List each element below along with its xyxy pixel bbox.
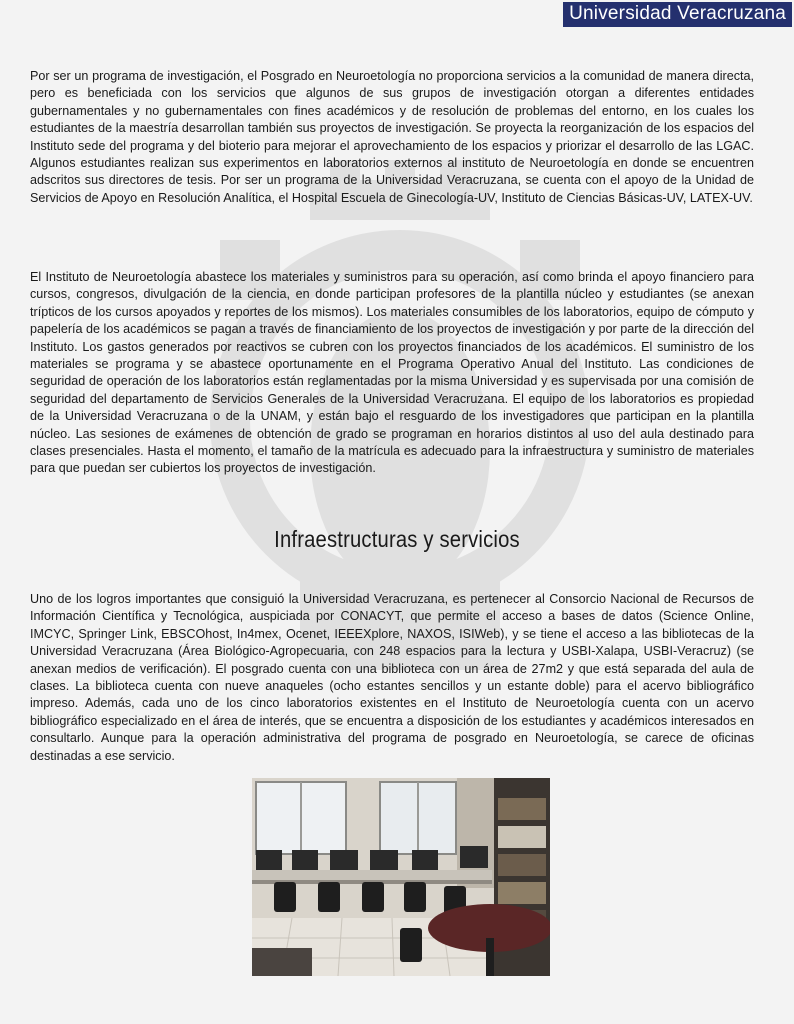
paragraph-materials-supplies: El Instituto de Neuroetología abastece los materiales y suministros para su operación, así como brinda el apoyo financiero para cursos, congresos, divulgación de la ciencia, en donde participan profesores de la plantilla núcleo y estudiantes (se anexan trípticos de los cursos apoyados y reportes de los mismos). Los materiales consumibles de los laboratorios, equipo de cómputo y papelería de los académicos se pagan a través de financiamiento de los proyectos de investigación y por parte de la dirección del Instituto. Los gastos generados por reactivos se cubren con los proyectos financiados de los académicos. El suministro de los materiales se programa y se abastece oportunamente en el Programa Operativo Anual del Instituto. Las condiciones de seguridad de operación de los laboratorios están reglamentadas por la misma Universidad y es supervisada por una comisión de seguridad del departamento de Servicios Generales de la Universidad Veracruzana. El equipo de los laboratorios es propiedad de la Universidad Veracruzana o de la UNAM, y están bajo el resguardo de los investigadores que participan en la plantilla núcleo. Las sesiones de exámenes de obtención de grado se programan en horarios distintos al uso del aula destinado para clases presenciales. Hasta el momento, el tamaño de la matrícula es adecuado para la infraestructura y suministro de materiales para que puedan ser cubiertos los proyectos de investigación. <box>30 270 754 476</box>
section-title: Infraestructuras y servicios <box>274 526 520 552</box>
library-room-photo <box>252 778 550 976</box>
paragraph-services-community: Por ser un programa de investigación, el Posgrado en Neuroetología no proporciona servicios a la comunidad de manera directa, pero es beneficiada con los servicios que algunos de sus grupos de investigación otorgan a diferentes entidades gubernamentales y no gubernamentales con fines académicos y de resolución de problemas del entorno, en los cuales los estudiantes de la maestría desarrollan también sus proyectos de investigación. Se proyecta la reorganización de los espacios del Instituto sede del programa y del bioterio para mejorar el aprovechamiento de los espacios y priorizar el desarrollo de las LGAC. Algunos estudiantes realizan sus experimentos en laboratorios externos al instituto de Neuroetología en donde se encuentren adscritos sus directores de tesis. Por ser un programa de la Universidad Veracruzana, se cuenta con el apoyo de la Unidad de Servicios de Apoyo en Resolución Analítica, el Hospital Escuela de Ginecología-UV, Instituto de Ciencias Básicas-UV, LATEX-UV. <box>30 69 754 205</box>
paragraph-library-resources: Uno de los logros importantes que consiguió la Universidad Veracruzana, es pertenecer al Consorcio Nacional de Recursos de Información Científica y Tecnológica, auspiciada por CONACYT, que permite el acceso a bases de datos (Science Online, IMCYC, Springer Link, EBSCOhost, In4mex, Ocenet, IEEEXplore, NAXOS, ISIWeb), y se tiene el acceso a las bibliotecas de la Universidad Veracruzana (Área Biológico-Agropecuaria, con 248 espacios para la lectura y USBI-Xalapa, USBI-Veracruz) (se anexan medios de verificación). El posgrado cuenta con una biblioteca con un área de 27m2 y que está separada del aula de clases. La biblioteca cuenta con nueve anaqueles (ocho estantes sencillos y un estante doble) para el acervo bibliográfico impreso. Además, cada uno de los cinco laboratorios existentes en el Instituto de Neuroetología cuenta con un acervo bibliográfico especializado en el área de interés, que se encuentra a disposición de los estudiantes y académicos interesados en consultarlo. Aunque para la operación administrativa del programa de posgrado en Neuroetología, se carece de oficinas destinadas a ese servicio. <box>30 592 754 763</box>
university-name-badge: Universidad Veracruzana <box>563 2 792 27</box>
library-room-illustration <box>252 778 550 976</box>
